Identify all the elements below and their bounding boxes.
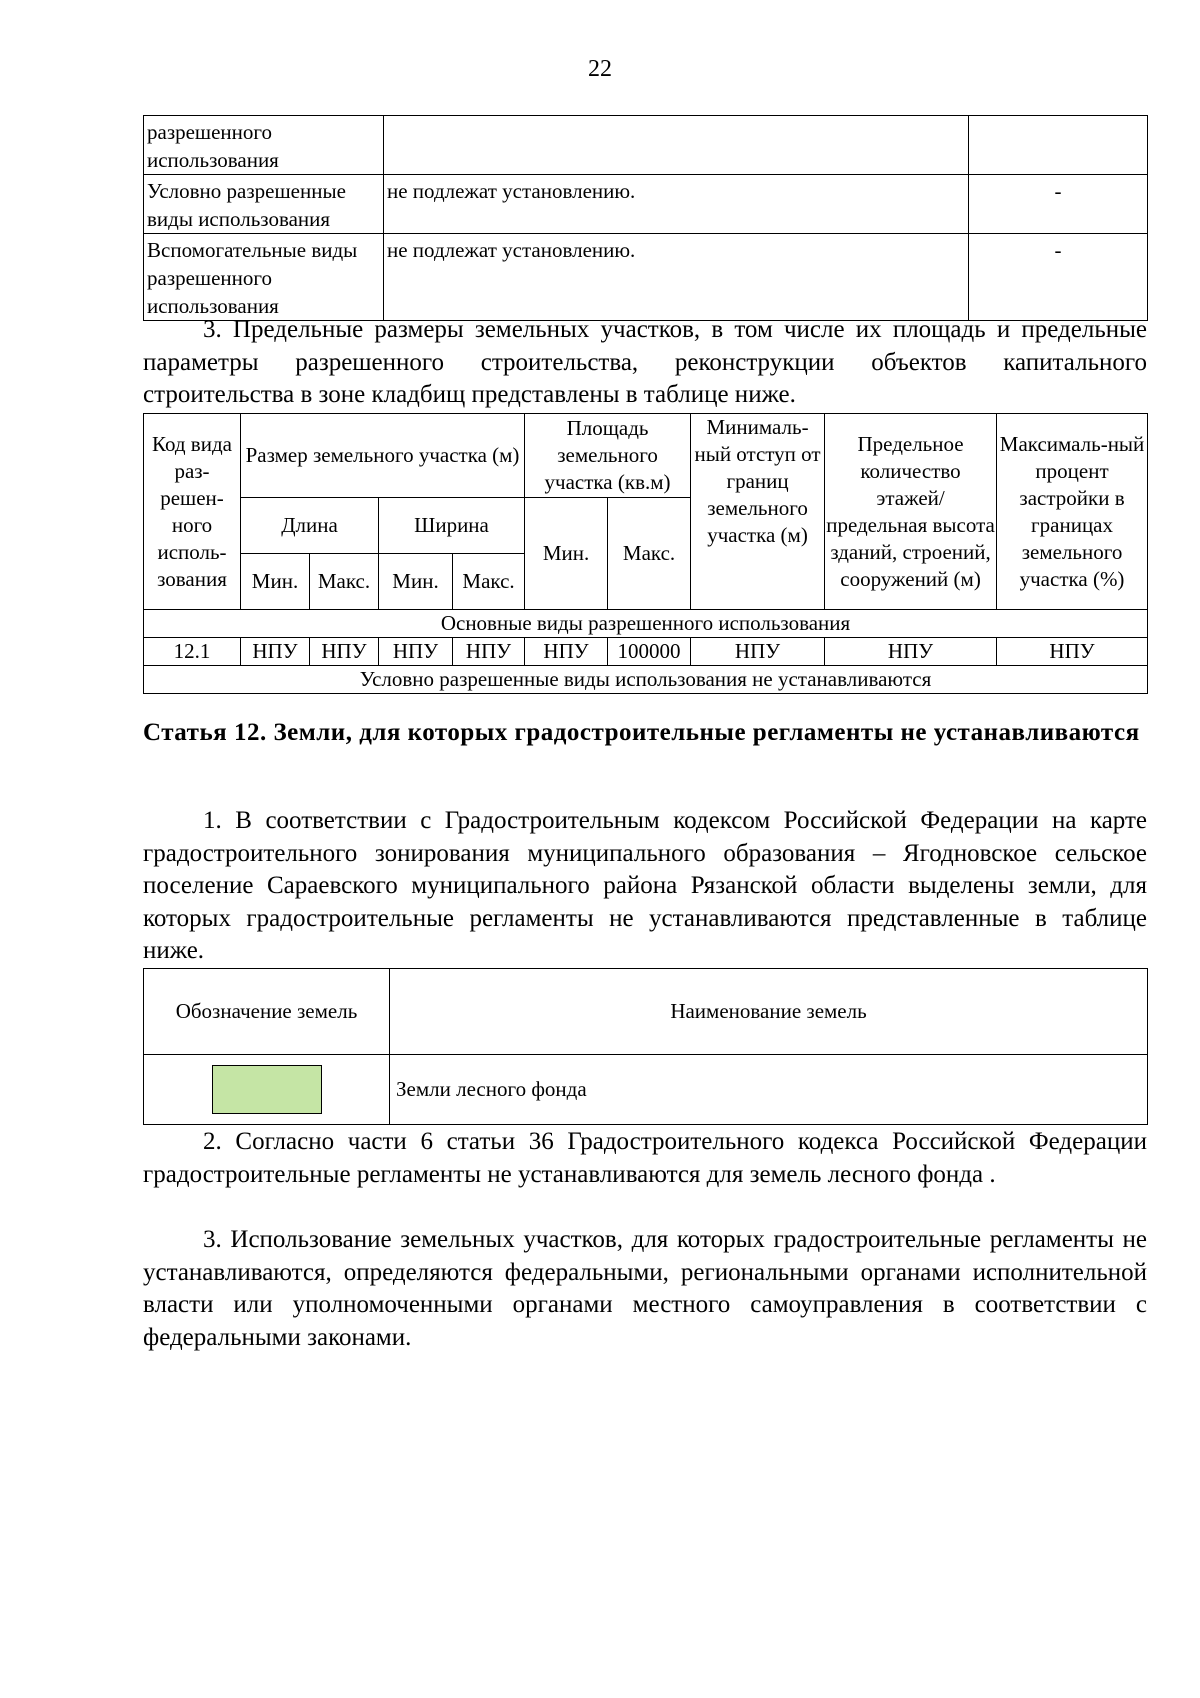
header-area: Площадь земельного участка (кв.м) [525, 414, 691, 498]
usage-value-cell [384, 116, 969, 175]
table-row [144, 969, 1148, 1055]
header-area-min: Мин. [525, 498, 608, 610]
article-heading: Статья 12. Земли, для которых градостроительные регламенты не устанавливаются [143, 719, 1140, 746]
table-row [144, 666, 1148, 694]
article-paragraph-1: 1. В соответствии с Градостроительным кодексом Российской Федерации на карте градостроительного зонирования муниципального образования – Ягодновское сельское поселение Сараевского муниципального района Рязанской области выделены земли, для которых градостроительные регламенты не устанавливаются представленные в таблице ниже. [143, 807, 1147, 964]
header-width: Ширина [379, 498, 525, 554]
cell-percent: НПУ [997, 638, 1148, 666]
usage-type-cell: Вспомогательные виды разрешенного использования [144, 234, 384, 321]
table-lands [143, 968, 1148, 1125]
header-length-max: Макс. [310, 554, 379, 610]
cell-floors: НПУ [825, 638, 997, 666]
header-symbol: Обозначение земель [144, 969, 390, 1055]
table-row [144, 1055, 1148, 1125]
article-paragraph-3: 3. Использование земельных участков, для которых градостроительные регламенты не устанавливаются, определяются федеральными, региональными органами исполнительной власти или уполномоченными органами местного самоуправления в соответствии с федеральными законами. [143, 1226, 1147, 1351]
header-width-min: Мин. [379, 554, 453, 610]
land-symbol-cell [144, 1055, 390, 1125]
section-conditional-usage: Условно разрешенные виды использования не устанавливаются [144, 666, 1148, 694]
header-min-offset: Минималь-ный отступ от границ земельного участка (м) [691, 414, 825, 610]
header-plot-size: Размер земельного участка (м) [241, 414, 525, 498]
table-row [144, 116, 1148, 175]
table-usage-types [143, 115, 1148, 321]
table-row [144, 175, 1148, 234]
section-main-usage: Основные виды разрешенного использования [144, 610, 1148, 638]
header-max-percent: Максималь-ный процент застройки в границах земельного участка (%) [997, 414, 1148, 610]
header-land-name: Наименование земель [390, 969, 1148, 1055]
table-parameters [143, 413, 1148, 694]
usage-note-cell: - [969, 175, 1148, 234]
article-paragraph-2: 2. Согласно части 6 статьи 36 Градостроительного кодекса Российской Федерации градостроительные регламенты не устанавливаются для земель лесного фонда . [143, 1128, 1147, 1188]
page-number: 22 [588, 56, 612, 82]
table-row [144, 638, 1148, 666]
usage-value-cell: не подлежат установлению. [384, 175, 969, 234]
land-name-cell: Земли лесного фонда [390, 1055, 1148, 1125]
header-length-min: Мин. [241, 554, 310, 610]
cell-width-min: НПУ [379, 638, 453, 666]
cell-area-max: 100000 [608, 638, 691, 666]
usage-note-cell: - [969, 234, 1148, 321]
usage-value-cell: не подлежат установлению. [384, 234, 969, 321]
header-length: Длина [241, 498, 379, 554]
table-row [144, 610, 1148, 638]
cell-offset: НПУ [691, 638, 825, 666]
header-code: Код вида раз-решен-ного исполь-зования [144, 414, 241, 610]
table-row [144, 234, 1148, 321]
header-area-max: Макс. [608, 498, 691, 610]
table-row [144, 414, 1148, 498]
usage-note-cell [969, 116, 1148, 175]
legend-swatch-forest [212, 1065, 322, 1114]
cell-width-max: НПУ [453, 638, 525, 666]
header-floors: Предельное количество этажей/ предельная высота зданий, строений, сооружений (м) [825, 414, 997, 610]
usage-type-cell: разрешенного использования [144, 116, 384, 175]
usage-type-cell: Условно разрешенные виды использования [144, 175, 384, 234]
header-width-max: Макс. [453, 554, 525, 610]
cell-code: 12.1 [144, 638, 241, 666]
cell-area-min: НПУ [525, 638, 608, 666]
cell-length-max: НПУ [310, 638, 379, 666]
paragraph-limits: 3. Предельные размеры земельных участков, в том числе их площадь и предельные параметры разрешенного строительства, реконструкции объектов капитального строительства в зоне кладбищ представлены в таблице ниже. [143, 316, 1147, 408]
cell-length-min: НПУ [241, 638, 310, 666]
